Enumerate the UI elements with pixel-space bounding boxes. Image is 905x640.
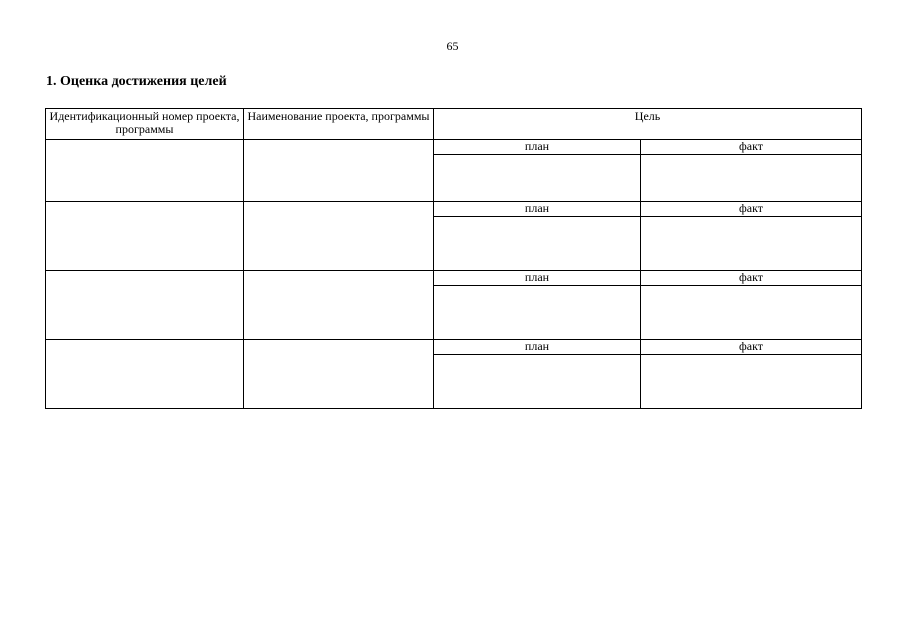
goal-assessment-table [45,108,862,409]
cell-id-number[interactable] [46,340,244,409]
subheader-fact: факт [641,271,862,286]
header-name: Наименование проекта, программы [244,109,434,140]
table-row [46,340,862,355]
cell-fact[interactable] [641,355,862,409]
subheader-plan: план [434,340,641,355]
table-row [46,202,862,217]
cell-name[interactable] [244,140,434,202]
cell-plan[interactable] [434,286,641,340]
cell-plan[interactable] [434,355,641,409]
subheader-plan: план [434,271,641,286]
page-number: 65 [446,39,459,53]
table-row [46,140,862,155]
subheader-plan: план [434,140,641,155]
cell-id-number[interactable] [46,202,244,271]
cell-plan[interactable] [434,217,641,271]
subheader-fact: факт [641,140,862,155]
header-goal: Цель [434,109,862,140]
section-heading: 1. Оценка достижения целей [46,74,227,89]
table-row [46,271,862,286]
subheader-fact: факт [641,340,862,355]
header-id-number: Идентификационный номер проекта, программы [46,109,244,140]
cell-fact[interactable] [641,217,862,271]
subheader-fact: факт [641,202,862,217]
cell-fact[interactable] [641,286,862,340]
cell-name[interactable] [244,340,434,409]
subheader-plan: план [434,202,641,217]
cell-fact[interactable] [641,155,862,202]
cell-name[interactable] [244,202,434,271]
cell-plan[interactable] [434,155,641,202]
cell-name[interactable] [244,271,434,340]
cell-id-number[interactable] [46,140,244,202]
table-header-row [46,109,862,140]
cell-id-number[interactable] [46,271,244,340]
